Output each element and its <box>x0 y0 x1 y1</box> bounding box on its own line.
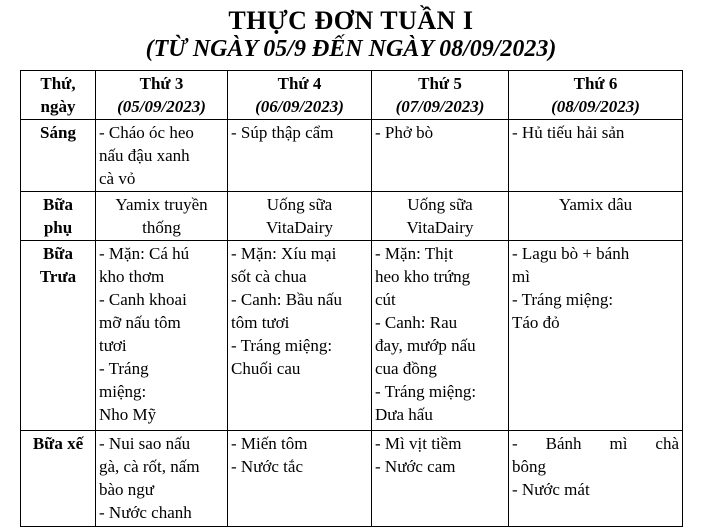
menu-cell <box>509 241 683 431</box>
corner-header <box>21 71 96 120</box>
menu-line: miệng: <box>99 382 147 401</box>
menu-line: bông <box>512 457 546 476</box>
menu-line: Nho Mỹ <box>99 405 157 424</box>
menu-cell <box>372 431 509 527</box>
menu-line: - Súp thập cẩm <box>231 123 334 142</box>
menu-cell <box>228 241 372 431</box>
row-label <box>21 120 96 192</box>
row-label <box>21 431 96 527</box>
meal-row-snack <box>21 192 683 241</box>
menu-line: - Lagu bò + bánh <box>512 244 630 263</box>
day-name: Thứ 6 <box>573 74 618 93</box>
row-label-line: Bữa <box>42 244 74 263</box>
menu-cell <box>372 120 509 192</box>
menu-line: - Hủ tiếu hải sản <box>512 123 625 142</box>
menu-line: VitaDairy <box>406 218 474 237</box>
menu-cell <box>228 120 372 192</box>
page-subtitle: (TỪ NGÀY 05/9 ĐẾN NGÀY 08/09/2023) <box>145 36 557 62</box>
menu-line: Yamix truyền <box>115 195 208 214</box>
menu-line: - Nước tắc <box>231 457 304 476</box>
menu-cell <box>96 241 228 431</box>
menu-line: mỡ nấu tôm <box>99 313 181 332</box>
menu-line: - Phở bò <box>375 123 434 142</box>
menu-line: VitaDairy <box>266 218 333 237</box>
menu-line: thống <box>142 218 181 237</box>
menu-line: gà, cà rốt, nấm <box>99 457 200 476</box>
menu-line: heo kho trứng <box>375 267 471 286</box>
menu-line: - Canh: Bầu nấu <box>231 290 342 309</box>
day-date: (08/09/2023) <box>551 97 640 116</box>
menu-line: - Tráng miệng: <box>512 290 614 309</box>
menu-cell <box>228 431 372 527</box>
menu-cell <box>509 192 683 241</box>
menu-line: cà vỏ <box>99 169 136 188</box>
menu-line: - Mì vịt tiềm <box>375 434 462 453</box>
corner-line: Thứ, <box>40 74 76 93</box>
menu-cell <box>228 192 372 241</box>
menu-cell <box>96 192 228 241</box>
menu-table <box>20 70 683 527</box>
menu-line: - Nước chanh <box>99 503 192 522</box>
row-label <box>21 192 96 241</box>
day-name: Thứ 5 <box>418 74 462 93</box>
day-header <box>228 71 372 120</box>
row-label-line: Sáng <box>40 123 76 142</box>
row-label-line: Trưa <box>39 267 77 286</box>
menu-line: - Canh khoai <box>99 290 187 309</box>
row-label-line: Bữa <box>42 195 74 214</box>
menu-line: - Miến tôm <box>231 434 308 453</box>
menu-line: - Nước mát <box>512 480 590 499</box>
menu-line: - Canh: Rau <box>375 313 458 332</box>
menu-line: cua đồng <box>375 359 437 378</box>
menu-line: - Mặn: Cá hú <box>99 244 190 263</box>
menu-line: sốt cà chua <box>231 267 307 286</box>
menu-line: Uống sữa <box>266 195 333 214</box>
menu-line: Táo đỏ <box>512 313 560 332</box>
menu-line: - Tráng <box>99 359 149 378</box>
menu-cell <box>372 192 509 241</box>
menu-line: tôm tươi <box>231 313 290 332</box>
menu-line: nấu đậu xanh <box>99 146 190 165</box>
menu-line: kho thơm <box>99 267 165 286</box>
menu-line: cút <box>375 290 396 309</box>
day-date: (05/09/2023) <box>117 97 206 116</box>
menu-line: Uống sữa <box>407 195 473 214</box>
menu-line: - Tráng miệng: <box>375 382 477 401</box>
menu-cell <box>372 241 509 431</box>
row-label-line: Bữa xế <box>32 434 84 453</box>
menu-line: Chuối cau <box>231 359 301 378</box>
menu-cell <box>509 120 683 192</box>
day-header <box>509 71 683 120</box>
menu-line: - Mặn: Xíu mại <box>231 244 337 263</box>
header-row <box>21 71 683 120</box>
menu-line: - Mặn: Thịt <box>375 244 454 263</box>
menu-line: đay, mướp nấu <box>375 336 476 355</box>
menu-cell <box>96 431 228 527</box>
meal-row-breakfast <box>21 120 683 192</box>
menu-line: tươi <box>99 336 127 355</box>
meal-row-lunch <box>21 241 683 431</box>
row-label <box>21 241 96 431</box>
day-date: (06/09/2023) <box>255 97 344 116</box>
row-label-line: phụ <box>43 218 73 237</box>
menu-line: Yamix dâu <box>558 195 633 214</box>
menu-line: mì <box>512 267 530 286</box>
menu-line: - Cháo óc heo <box>99 123 194 142</box>
menu-line: - Nước cam <box>375 457 456 476</box>
day-name: Thứ 3 <box>139 74 184 93</box>
menu-line: - Nui sao nấu <box>99 434 191 453</box>
corner-line: ngày <box>40 97 76 116</box>
page-title: THỰC ĐƠN TUẦN I <box>228 6 474 35</box>
day-header <box>96 71 228 120</box>
menu-cell <box>96 120 228 192</box>
meal-row-afternoon <box>21 431 683 527</box>
menu-line: - Bánh mì chà <box>512 434 679 453</box>
day-date: (07/09/2023) <box>395 97 485 116</box>
menu-line: - Tráng miệng: <box>231 336 333 355</box>
day-header <box>372 71 509 120</box>
menu-line: bào ngư <box>99 480 155 499</box>
menu-cell <box>509 431 683 527</box>
menu-line: Dưa hấu <box>375 405 433 424</box>
day-name: Thứ 4 <box>277 74 322 93</box>
